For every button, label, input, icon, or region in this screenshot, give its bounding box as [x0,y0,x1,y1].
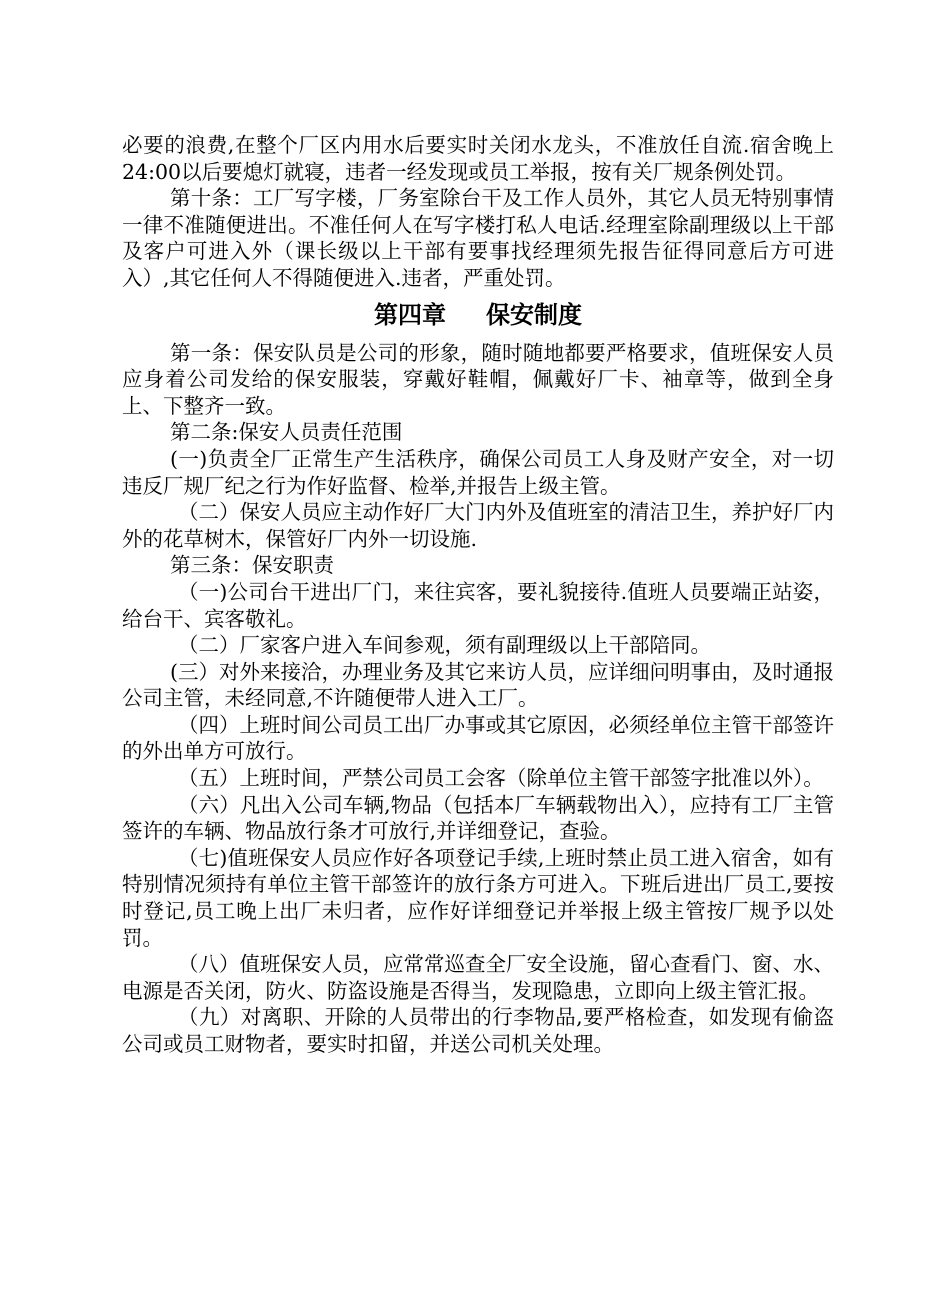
paragraph-article-2-heading: 第二条:保安人员责任范围 [170,420,403,445]
paragraph-article-3-item-6: （六）凡出入公司车辆,物品（包括本厂车辆载物出入），应持有工厂主管签许的车辆、物品放行条才可放行,并详细登记，查验。 [122,792,834,844]
paragraph-article-3-item-3: (三）对外来接洽，办理业务及其它来访人员，应详细问明事由，及时通报公司主管，未经同意,不许随便带人进入工厂。 [122,659,834,711]
paragraph-article-1: 第一条：保安队员是公司的形象，随时随地都要严格要求，值班保安人员应身着公司发给的保安服装，穿戴好鞋帽，佩戴好厂卡、袖章等，做到全身上、下整齐一致。 [122,340,834,418]
paragraph-article-3-item-5: （五）上班时间，严禁公司员工会客（除单位主管干部签字批准以外）。 [178,766,824,791]
paragraph-article-3-item-1: （一)公司台干进出厂门，来往宾客，要礼貌接待.值班人员要端正站姿，给台干、宾客敬礼。 [122,579,834,631]
paragraph-article-10: 第十条：工厂写字楼，厂务室除台干及工作人员外，其它人员无特别事情一律不准随便进出。不准任何人在写字楼打私人电话.经理室除副理级以上干部及客户可进入外（课长级以上干部有要事找经理须先报告征得同意后方可进入）,其它任何人不得随便进入.违者，严重处罚。 [122,186,834,290]
document-page [122,132,834,1058]
paragraph-article-3-item-4: （四）上班时间公司员工出厂办事或其它原因，必须经单位主管干部签许的外出单方可放行。 [122,712,834,764]
paragraph-article-3-item-9: （九）对离职、开除的人员带出的行李物品,要严格检查，如发现有偷盗公司或员工财物者，要实时扣留，并送公司机关处理。 [122,1005,834,1056]
chapter-number: 第四章 [374,300,446,329]
chapter-heading [122,296,834,334]
paragraph-article-2-item-2: （二）保安人员应主动作好厂大门内外及值班室的清洁卫生，养护好厂内外的花草树木，保管好厂内外一切设施. [122,500,834,551]
paragraph-article-3-heading: 第三条：保安职责 [170,553,334,578]
paragraph-article-3-item-8: （八）值班保安人员，应常常巡查全厂安全设施，留心查看门、窗、水、电源是否关闭，防火、防盗设施是否得当，发现隐患，立即向上级主管汇报。 [122,952,834,1003]
chapter-title: 保安制度 [486,300,582,329]
paragraph-article-3-item-7: （七)值班保安人员应作好各项登记手续,上班时禁止员工进入宿舍，如有特别情况须持有单位主管干部签许的放行条方可进入。下班后进出厂员工,要按时登记,员工晚上出厂未归者，应作好详细登记并举报上级主管按厂规予以处罚。 [122,845,834,950]
paragraph-article-3-item-2: （二）厂家客户进入车间参观，须有副理级以上干部陪同。 [178,633,711,658]
paragraph-water-dorm-rules: 必要的浪费,在整个厂区内用水后要实时关闭水龙头，不准放任自流.宿舍晚上24:00以后要熄灯就寝，违者一经发现或员工举报，按有关厂规条例处罚。 [122,133,834,184]
paragraph-article-2-item-1: (一)负责全厂正常生产生活秩序，确保公司员工人身及财产安全，对一切违反厂规厂纪之行为作好监督、检举,并报告上级主管。 [122,446,834,498]
